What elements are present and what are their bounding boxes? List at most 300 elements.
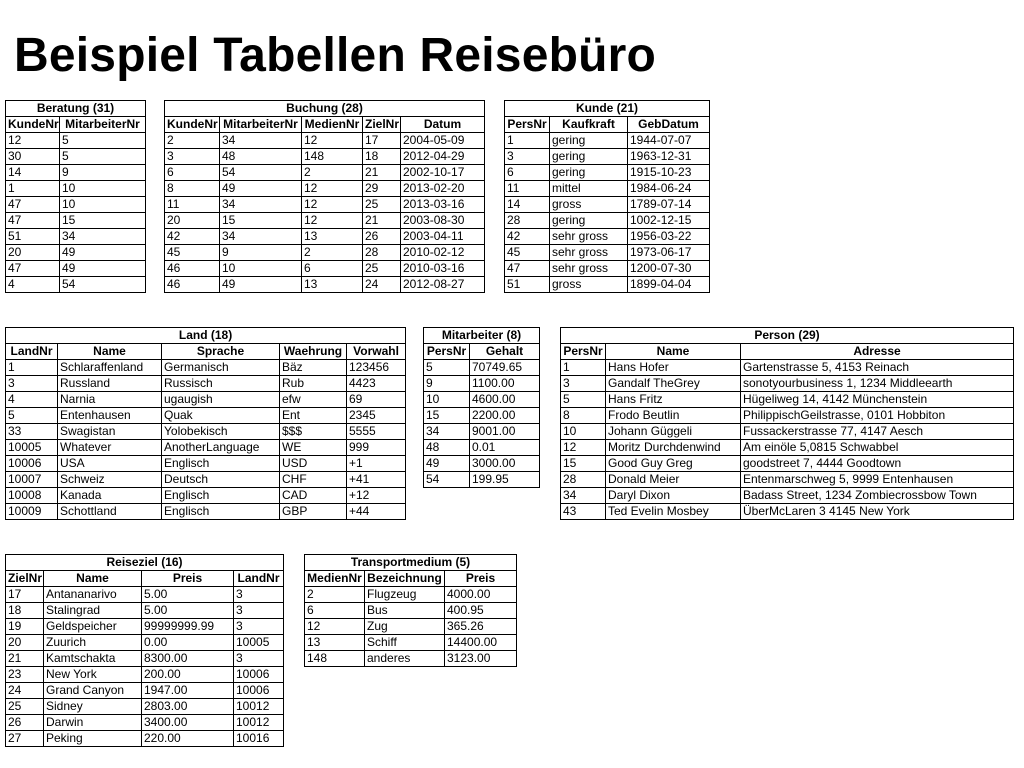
- table-cell: 21: [363, 165, 401, 181]
- table-cell: 12: [302, 181, 363, 197]
- table-cell: 5555: [347, 424, 406, 440]
- table-cell: 999: [347, 440, 406, 456]
- table-cell: 12: [302, 197, 363, 213]
- table-row: [505, 213, 710, 229]
- table-row: [6, 213, 146, 229]
- table-cell: 54: [424, 472, 470, 488]
- table-cell: 28: [363, 245, 401, 261]
- column-header: PersNr: [561, 344, 606, 360]
- table-row: [6, 587, 284, 603]
- table-cell: sehr gross: [550, 261, 628, 277]
- column-header: Waehrung: [280, 344, 347, 360]
- table-cell: 1: [561, 360, 606, 376]
- table-row: [6, 440, 406, 456]
- table-row: [6, 683, 284, 699]
- table-cell: Russisch: [162, 376, 280, 392]
- table-cell: 49: [60, 261, 146, 277]
- table-cell: Daryl Dixon: [606, 488, 741, 504]
- table-cell: 8: [165, 181, 220, 197]
- table-cell: 13: [305, 635, 365, 651]
- table-cell: Flugzeug: [365, 587, 445, 603]
- table-cell: 10: [60, 197, 146, 213]
- table-cell: 3: [234, 587, 284, 603]
- table-cell: 3400.00: [142, 715, 234, 731]
- table-cell: 10: [60, 181, 146, 197]
- table-cell: gering: [550, 149, 628, 165]
- table-header-row: [6, 344, 406, 360]
- table-cell: 5: [6, 408, 58, 424]
- table-kunde: [504, 100, 710, 293]
- table-cell: 1963-12-31: [628, 149, 710, 165]
- table-cell: 1947.00: [142, 683, 234, 699]
- table-cell: 47: [6, 261, 60, 277]
- column-header: Gehalt: [470, 344, 540, 360]
- table-row: [561, 440, 1014, 456]
- table-cell: 9: [60, 165, 146, 181]
- table-transportmedium: [304, 554, 517, 667]
- table-caption-row: [6, 555, 284, 571]
- table-caption: Kunde (21): [505, 101, 710, 117]
- table-cell: 6: [302, 261, 363, 277]
- table-cell: 15: [60, 213, 146, 229]
- table-header-row: [165, 117, 485, 133]
- table-cell: 34: [220, 229, 302, 245]
- table-cell: 45: [165, 245, 220, 261]
- table-row: [6, 472, 406, 488]
- table-cell: 20: [6, 635, 44, 651]
- table-cell: Schweiz: [58, 472, 162, 488]
- table-cell: 220.00: [142, 731, 234, 747]
- table-row: [561, 488, 1014, 504]
- table-row: [424, 424, 540, 440]
- table-row: [165, 213, 485, 229]
- table-cell: Quak: [162, 408, 280, 424]
- table-cell: 28: [561, 472, 606, 488]
- table-cell: 3000.00: [470, 456, 540, 472]
- table-cell: 1789-07-14: [628, 197, 710, 213]
- table-row: [165, 165, 485, 181]
- table-cell: 3: [165, 149, 220, 165]
- table-caption-row: [165, 101, 485, 117]
- page-title: Beispiel Tabellen Reisebüro: [14, 29, 657, 82]
- table-cell: 2012-08-27: [401, 277, 485, 293]
- table-cell: Englisch: [162, 456, 280, 472]
- table-cell: Bäz: [280, 360, 347, 376]
- table-cell: 47: [505, 261, 550, 277]
- table-cell: 48: [424, 440, 470, 456]
- column-header: ZielNr: [6, 571, 44, 587]
- table-cell: Moritz Durchdenwind: [606, 440, 741, 456]
- table-cell: ÜberMcLaren 3 4145 New York: [741, 504, 1014, 520]
- column-header: KundeNr: [165, 117, 220, 133]
- table-row: [165, 277, 485, 293]
- table-cell: 0.01: [470, 440, 540, 456]
- table-cell: 4: [6, 392, 58, 408]
- table-row: [505, 245, 710, 261]
- table-cell: 10007: [6, 472, 58, 488]
- table-cell: Whatever: [58, 440, 162, 456]
- column-header: KundeNr: [6, 117, 60, 133]
- table-cell: 2003-08-30: [401, 213, 485, 229]
- table-cell: 0.00: [142, 635, 234, 651]
- table-cell: 29: [363, 181, 401, 197]
- table-header-row: [505, 117, 710, 133]
- table-cell: 26: [363, 229, 401, 245]
- table-row: [165, 149, 485, 165]
- table-row: [505, 149, 710, 165]
- table-cell: 10006: [6, 456, 58, 472]
- table-cell: 20: [6, 245, 60, 261]
- table-cell: 9001.00: [470, 424, 540, 440]
- table-cell: 54: [60, 277, 146, 293]
- table-cell: gering: [550, 165, 628, 181]
- table-cell: 10: [424, 392, 470, 408]
- table-cell: PhilippischGeilstrasse, 0101 Hobbiton: [741, 408, 1014, 424]
- table-cell: 33: [6, 424, 58, 440]
- table-caption-row: [6, 328, 406, 344]
- table-cell: Zuurich: [44, 635, 142, 651]
- table-cell: 2: [165, 133, 220, 149]
- table-row: [561, 472, 1014, 488]
- table-cell: 21: [6, 651, 44, 667]
- table-cell: Englisch: [162, 504, 280, 520]
- table-cell: GBP: [280, 504, 347, 520]
- table-cell: CAD: [280, 488, 347, 504]
- table-caption-row: [305, 555, 517, 571]
- table-beratung: [5, 100, 146, 293]
- table-cell: gering: [550, 133, 628, 149]
- table-cell: 47: [6, 197, 60, 213]
- table-cell: Schottland: [58, 504, 162, 520]
- table-header-row: [561, 344, 1014, 360]
- table-cell: 34: [424, 424, 470, 440]
- table-cell: CHF: [280, 472, 347, 488]
- table-row: [424, 472, 540, 488]
- table-cell: 10012: [234, 715, 284, 731]
- table-row: [561, 504, 1014, 520]
- table-cell: 13: [302, 277, 363, 293]
- table-cell: 1100.00: [470, 376, 540, 392]
- table-cell: 20: [165, 213, 220, 229]
- table-cell: gering: [550, 213, 628, 229]
- table-cell: Bus: [365, 603, 445, 619]
- table-cell: Hügeliweg 14, 4142 Münchenstein: [741, 392, 1014, 408]
- table-row: [165, 229, 485, 245]
- table-cell: +1: [347, 456, 406, 472]
- table-cell: Swagistan: [58, 424, 162, 440]
- table-cell: 1899-04-04: [628, 277, 710, 293]
- table-cell: 14: [505, 197, 550, 213]
- table-cell: 34: [561, 488, 606, 504]
- table-cell: +12: [347, 488, 406, 504]
- table-cell: 12: [302, 213, 363, 229]
- table-cell: Frodo Beutlin: [606, 408, 741, 424]
- table-cell: 9: [220, 245, 302, 261]
- table-row: [561, 408, 1014, 424]
- table-cell: 1: [505, 133, 550, 149]
- table-cell: Ted Evelin Mosbey: [606, 504, 741, 520]
- table-row: [505, 229, 710, 245]
- table-cell: 1944-07-07: [628, 133, 710, 149]
- table-row: [6, 197, 146, 213]
- table-cell: gross: [550, 197, 628, 213]
- table-cell: Antananarivo: [44, 587, 142, 603]
- table-cell: 4423: [347, 376, 406, 392]
- table-row: [165, 133, 485, 149]
- table-cell: 21: [363, 213, 401, 229]
- table-cell: efw: [280, 392, 347, 408]
- table-row: [6, 424, 406, 440]
- table-cell: 17: [6, 587, 44, 603]
- table-cell: Rub: [280, 376, 347, 392]
- column-header: LandNr: [234, 571, 284, 587]
- table-cell: sonotyourbusiness 1, 1234 Middleearth: [741, 376, 1014, 392]
- table-cell: Grand Canyon: [44, 683, 142, 699]
- table-row: [305, 619, 517, 635]
- table-row: [6, 731, 284, 747]
- table-caption: Transportmedium (5): [305, 555, 517, 571]
- table-row: [6, 635, 284, 651]
- table-cell: mittel: [550, 181, 628, 197]
- table-cell: Fussackerstrasse 77, 4147 Aesch: [741, 424, 1014, 440]
- table-cell: 10006: [234, 667, 284, 683]
- table-cell: 49: [424, 456, 470, 472]
- table-row: [6, 360, 406, 376]
- table-cell: 2: [302, 245, 363, 261]
- table-cell: AnotherLanguage: [162, 440, 280, 456]
- table-cell: 30: [6, 149, 60, 165]
- table-cell: 2803.00: [142, 699, 234, 715]
- table-cell: Hans Fritz: [606, 392, 741, 408]
- table-cell: 6: [305, 603, 365, 619]
- table-row: [6, 699, 284, 715]
- table-cell: New York: [44, 667, 142, 683]
- table-cell: 10009: [6, 504, 58, 520]
- table-cell: 24: [6, 683, 44, 699]
- table-caption: Reiseziel (16): [6, 555, 284, 571]
- table-cell: 400.95: [445, 603, 517, 619]
- table-row: [561, 360, 1014, 376]
- table-row: [6, 619, 284, 635]
- table-cell: 47: [6, 213, 60, 229]
- table-cell: 48: [220, 149, 302, 165]
- table-row: [305, 587, 517, 603]
- table-cell: 26: [6, 715, 44, 731]
- table-cell: Entenmarschweg 5, 9999 Entenhausen: [741, 472, 1014, 488]
- table-cell: 8: [561, 408, 606, 424]
- table-caption-row: [424, 328, 540, 344]
- table-cell: Am einöle 5,0815 Schwabbel: [741, 440, 1014, 456]
- table-cell: 10012: [234, 699, 284, 715]
- table-cell: 2345: [347, 408, 406, 424]
- table-cell: 15: [220, 213, 302, 229]
- column-header: Kaufkraft: [550, 117, 628, 133]
- table-cell: Zug: [365, 619, 445, 635]
- table-cell: 200.00: [142, 667, 234, 683]
- table-row: [6, 667, 284, 683]
- table-row: [561, 424, 1014, 440]
- table-cell: USD: [280, 456, 347, 472]
- table-cell: 23: [6, 667, 44, 683]
- table-cell: 8300.00: [142, 651, 234, 667]
- table-cell: sehr gross: [550, 229, 628, 245]
- table-cell: 1984-06-24: [628, 181, 710, 197]
- table-cell: 49: [60, 245, 146, 261]
- table-cell: 123456: [347, 360, 406, 376]
- column-header: Name: [44, 571, 142, 587]
- table-header-row: [424, 344, 540, 360]
- table-header-row: [305, 571, 517, 587]
- table-cell: 34: [220, 133, 302, 149]
- table-cell: Kamtschakta: [44, 651, 142, 667]
- table-row: [424, 408, 540, 424]
- table-cell: 49: [220, 277, 302, 293]
- table-cell: 2003-04-11: [401, 229, 485, 245]
- table-row: [505, 261, 710, 277]
- table-cell: 46: [165, 277, 220, 293]
- table-row: [6, 277, 146, 293]
- table-cell: 10: [220, 261, 302, 277]
- table-cell: 3123.00: [445, 651, 517, 667]
- table-cell: Narnia: [58, 392, 162, 408]
- table-cell: Schiff: [365, 635, 445, 651]
- table-row: [561, 376, 1014, 392]
- table-row: [305, 603, 517, 619]
- table-cell: 49: [220, 181, 302, 197]
- table-cell: sehr gross: [550, 245, 628, 261]
- column-header: MedienNr: [302, 117, 363, 133]
- table-cell: 3: [234, 619, 284, 635]
- table-cell: 10005: [6, 440, 58, 456]
- table-cell: WE: [280, 440, 347, 456]
- table-cell: 24: [363, 277, 401, 293]
- table-cell: Gandalf TheGrey: [606, 376, 741, 392]
- table-cell: 12: [6, 133, 60, 149]
- table-cell: Germanisch: [162, 360, 280, 376]
- table-cell: 12: [302, 133, 363, 149]
- table-row: [505, 165, 710, 181]
- table-cell: 2010-02-12: [401, 245, 485, 261]
- table-cell: 4000.00: [445, 587, 517, 603]
- table-header-row: [6, 571, 284, 587]
- column-header: Sprache: [162, 344, 280, 360]
- table-cell: 54: [220, 165, 302, 181]
- table-cell: 11: [505, 181, 550, 197]
- table-row: [6, 408, 406, 424]
- table-cell: 1200-07-30: [628, 261, 710, 277]
- column-header: Preis: [445, 571, 517, 587]
- table-cell: 17: [363, 133, 401, 149]
- table-row: [561, 392, 1014, 408]
- table-cell: 2010-03-16: [401, 261, 485, 277]
- table-row: [165, 245, 485, 261]
- table-row: [6, 715, 284, 731]
- table-cell: 148: [302, 149, 363, 165]
- table-row: [305, 635, 517, 651]
- table-cell: 27: [6, 731, 44, 747]
- column-header: Datum: [401, 117, 485, 133]
- table-cell: Peking: [44, 731, 142, 747]
- table-row: [505, 197, 710, 213]
- table-cell: 25: [363, 261, 401, 277]
- table-cell: Sidney: [44, 699, 142, 715]
- column-header: Name: [58, 344, 162, 360]
- table-mitarbeiter: [423, 327, 540, 488]
- table-cell: 5.00: [142, 587, 234, 603]
- table-cell: 10008: [6, 488, 58, 504]
- table-cell: 34: [220, 197, 302, 213]
- table-cell: ugaugish: [162, 392, 280, 408]
- table-row: [6, 181, 146, 197]
- table-cell: Russland: [58, 376, 162, 392]
- table-caption: Person (29): [561, 328, 1014, 344]
- table-cell: gross: [550, 277, 628, 293]
- column-header: Adresse: [741, 344, 1014, 360]
- column-header: ZielNr: [363, 117, 401, 133]
- column-header: GebDatum: [628, 117, 710, 133]
- table-cell: 42: [165, 229, 220, 245]
- table-cell: 2004-05-09: [401, 133, 485, 149]
- table-cell: 25: [6, 699, 44, 715]
- table-cell: 70749.65: [470, 360, 540, 376]
- table-row: [424, 360, 540, 376]
- table-caption: Land (18): [6, 328, 406, 344]
- table-cell: 51: [6, 229, 60, 245]
- table-cell: 14: [6, 165, 60, 181]
- table-row: [6, 376, 406, 392]
- column-header: Name: [606, 344, 741, 360]
- table-cell: 199.95: [470, 472, 540, 488]
- column-header: MitarbeiterNr: [60, 117, 146, 133]
- table-cell: 51: [505, 277, 550, 293]
- table-cell: +41: [347, 472, 406, 488]
- table-row: [305, 651, 517, 667]
- column-header: PersNr: [424, 344, 470, 360]
- table-cell: +44: [347, 504, 406, 520]
- table-cell: 43: [561, 504, 606, 520]
- column-header: MitarbeiterNr: [220, 117, 302, 133]
- table-row: [165, 181, 485, 197]
- table-cell: Gartenstrasse 5, 4153 Reinach: [741, 360, 1014, 376]
- table-cell: 5: [60, 133, 146, 149]
- table-cell: 1973-06-17: [628, 245, 710, 261]
- table-cell: 2002-10-17: [401, 165, 485, 181]
- table-cell: 5: [561, 392, 606, 408]
- table-cell: 15: [561, 456, 606, 472]
- table-cell: Yolobekisch: [162, 424, 280, 440]
- table-cell: 3: [505, 149, 550, 165]
- table-row: [6, 603, 284, 619]
- table-caption-row: [561, 328, 1014, 344]
- column-header: MedienNr: [305, 571, 365, 587]
- table-row: [6, 229, 146, 245]
- table-caption: Buchung (28): [165, 101, 485, 117]
- table-cell: Stalingrad: [44, 603, 142, 619]
- table-cell: 42: [505, 229, 550, 245]
- table-cell: 4600.00: [470, 392, 540, 408]
- table-cell: 14400.00: [445, 635, 517, 651]
- table-cell: USA: [58, 456, 162, 472]
- table-header-row: [6, 117, 146, 133]
- table-row: [505, 277, 710, 293]
- table-land: [5, 327, 406, 520]
- table-cell: 1956-03-22: [628, 229, 710, 245]
- table-cell: 28: [505, 213, 550, 229]
- table-cell: Badass Street, 1234 Zombiecrossbow Town: [741, 488, 1014, 504]
- table-cell: 5: [60, 149, 146, 165]
- table-cell: 3: [234, 651, 284, 667]
- table-cell: anderes: [365, 651, 445, 667]
